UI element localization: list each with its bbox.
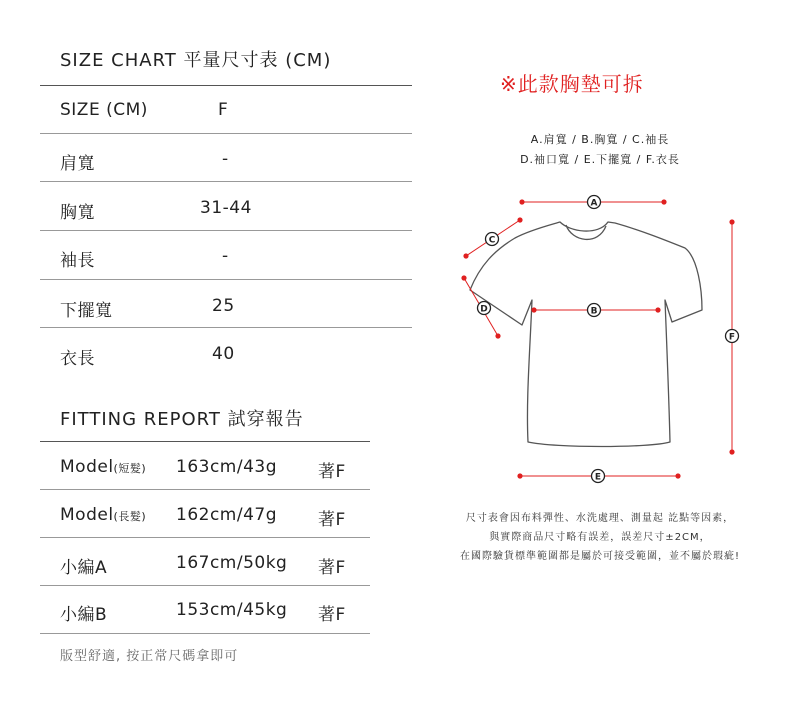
- divider: [40, 441, 370, 442]
- disclaimer-line-2: 與實際商品尺寸略有誤差，誤差尺寸±2CM，: [489, 532, 711, 543]
- fitting-report-title: FITTING REPORT 試穿報告: [60, 409, 304, 430]
- disclaimer-line-1: 尺寸表會因布料彈性、水洗處理、測量起 訖點等因素，: [465, 513, 735, 524]
- size-row-label: 袖長: [60, 251, 95, 271]
- size-row-value: -: [222, 246, 229, 266]
- marker-f-end: [729, 449, 734, 454]
- size-row-value: 31-44: [200, 198, 252, 218]
- fitting-stats: 163cm/43g: [176, 457, 278, 477]
- divider: [40, 279, 412, 280]
- divider: [40, 585, 370, 586]
- size-row-label: 衣長: [60, 349, 95, 369]
- fitting-name-text: Model: [60, 457, 114, 477]
- detachable-pad-notice: ※此款胸墊可拆: [500, 72, 644, 96]
- divider: [40, 230, 412, 231]
- divider: [40, 633, 370, 634]
- fitting-tag: (短髮): [113, 462, 147, 475]
- marker-c-label: C: [488, 235, 496, 246]
- tshirt-outline: [470, 222, 702, 447]
- marker-a-end: [519, 199, 524, 204]
- marker-e-end: [517, 473, 522, 478]
- fitting-size: 著F: [318, 605, 346, 625]
- size-header-label: SIZE (CM): [60, 100, 148, 120]
- fitting-stats: 162cm/47g: [176, 505, 278, 525]
- fitting-note: 版型舒適, 按正常尺碼拿即可: [60, 649, 239, 664]
- marker-f-end: [729, 219, 734, 224]
- marker-f-label: F: [728, 332, 736, 343]
- size-chart-title: SIZE CHART 平量尺寸表 (CM): [60, 50, 332, 71]
- fitting-stats: 153cm/45kg: [176, 600, 288, 620]
- divider: [40, 181, 412, 182]
- size-row-label: 胸寬: [60, 203, 95, 223]
- divider: [40, 489, 370, 490]
- fitting-size: 著F: [318, 558, 346, 578]
- marker-d-label: D: [480, 304, 488, 315]
- legend-line-1: A.肩寬 / B.胸寬 / C.袖長: [530, 133, 670, 146]
- size-header-value: F: [218, 100, 229, 120]
- disclaimer-line-3: 在國際驗貨標準範圍都是屬於可接受範圍，並不屬於瑕疵!: [459, 551, 740, 562]
- divider: [40, 133, 412, 134]
- measurement-disclaimer: [420, 509, 780, 566]
- fitting-size: 著F: [318, 510, 346, 530]
- marker-a-label: A: [590, 198, 598, 209]
- marker-d-end: [495, 333, 500, 338]
- fitting-size: 著F: [318, 462, 346, 482]
- marker-c-end: [517, 217, 522, 222]
- fitting-name: [60, 505, 146, 525]
- marker-e-end: [675, 473, 680, 478]
- marker-e-label: E: [594, 472, 602, 483]
- size-row-label: 肩寬: [60, 154, 95, 174]
- marker-b-end: [531, 307, 536, 312]
- marker-d-end: [461, 275, 466, 280]
- tshirt-collar: [566, 225, 606, 239]
- tshirt-measurement-diagram: [440, 180, 760, 500]
- fitting-stats: 167cm/50kg: [176, 553, 288, 573]
- size-row-value: 25: [212, 296, 235, 316]
- size-row-value: 40: [212, 344, 235, 364]
- fitting-name-text: Model: [60, 505, 114, 525]
- size-row-label: 下擺寬: [60, 301, 113, 321]
- fitting-name: 小編B: [60, 605, 108, 625]
- size-row-value: -: [222, 149, 229, 169]
- fitting-name: [60, 457, 146, 477]
- fitting-name: 小編A: [60, 558, 108, 578]
- divider: [40, 85, 412, 86]
- divider: [40, 327, 412, 328]
- marker-b-label: B: [590, 306, 598, 317]
- legend-line-2: D.袖口寬 / E.下擺寬 / F.衣長: [520, 153, 680, 166]
- marker-b-end: [655, 307, 660, 312]
- marker-c-end: [463, 253, 468, 258]
- fitting-tag: (長髮): [113, 510, 147, 523]
- divider: [40, 537, 370, 538]
- marker-a-end: [661, 199, 666, 204]
